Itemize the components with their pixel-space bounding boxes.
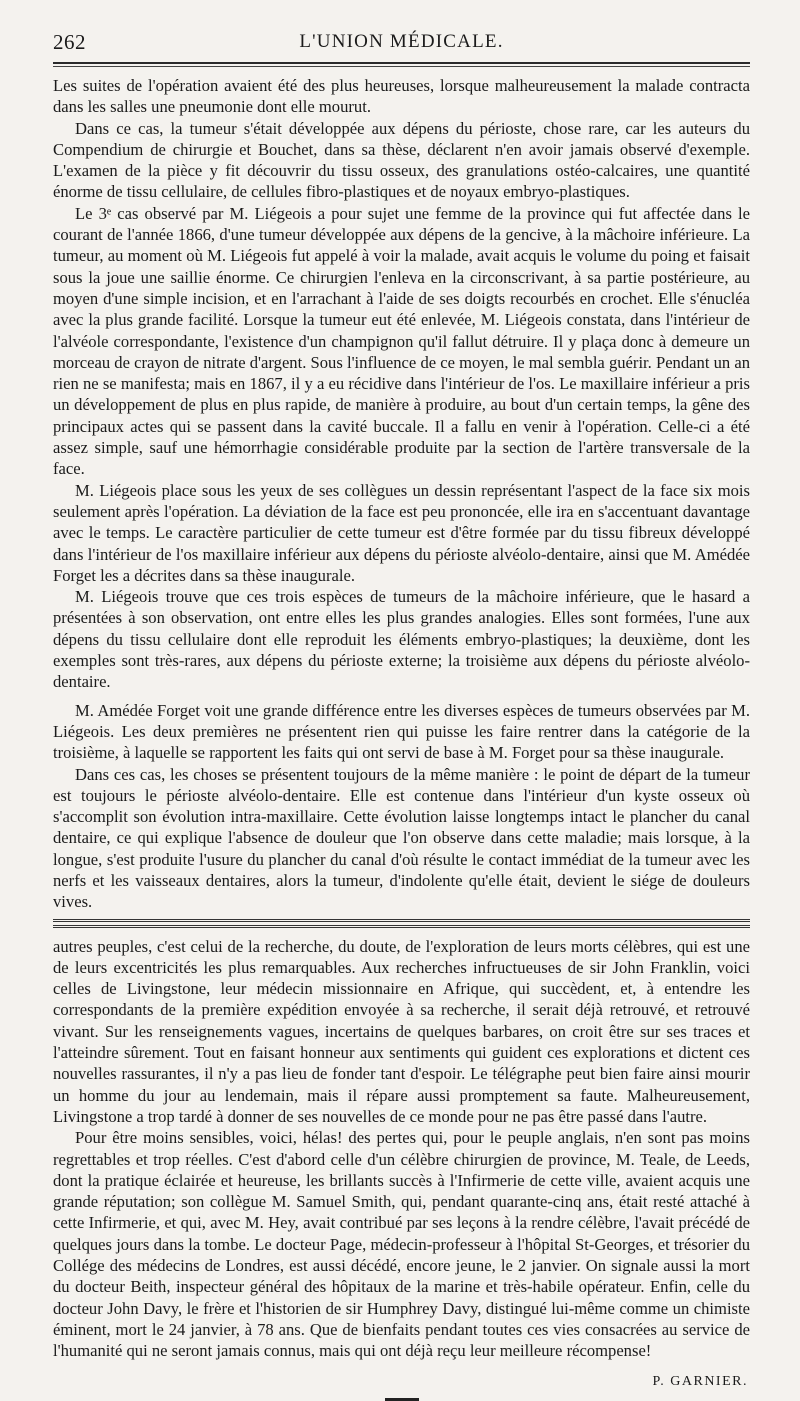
running-title: L'UNION MÉDICALE. bbox=[299, 31, 504, 52]
upper-section bbox=[53, 75, 750, 913]
header-rule bbox=[53, 62, 750, 64]
paragraph: M. Amédée Forget voit une grande différence entre les diverses espèces de tumeurs observées par M. Liégeois. Les deux premières ne présentent rien qui puisse les faire rentrer dans la catégorie de la troisième, à laquelle se rapportent les faits qui ont servi de base à M. Forget pour sa thèse inaugurale. bbox=[53, 700, 750, 763]
paragraph: Dans ces cas, les choses se présentent toujours de la même manière : le point de départ de la tumeur est toujours le périoste alvéolo-dentaire. Elle est contenue dans l'intérieur d'un kyste osseux où s'accomplit son évolution intra-maxillaire. Cette évolution laisse longtemps intact le plancher du canal dentaire, ce qui explique l'absence de douleur que l'on observe dans cette maladie; mais lorsque, à la longue, s'est produite l'usure du plancher du canal d'où résulte le contact immédiat de la tumeur avec les nerfs et les vaisseaux dentaires, alors la tumeur, d'indolente qu'elle était, devient le siége de douleurs vives. bbox=[53, 764, 750, 912]
page-header bbox=[53, 26, 750, 56]
lower-section bbox=[53, 936, 750, 1401]
paragraph: Les suites de l'opération avaient été des plus heureuses, lorsque malheureusement la malade contracta dans les salles une pneumonie dont elle mourut. bbox=[53, 76, 750, 117]
section-divider bbox=[53, 925, 750, 928]
paragraph: Dans ce cas, la tumeur s'était développée aux dépens du périoste, chose rare, car les auteurs du Compendium de chirurgie et Bouchet, dans sa thèse, déclarent n'en avoir jamais observé d'exemple. L'examen de la pièce y fit découvrir du tissu osseux, des granulations ostéo-calcaires, une quantité énorme de tissu cellulaire, de cellules fibro-plastiques et de noyaux embryo-plastiques. bbox=[53, 118, 750, 202]
paragraph: Le 3ᵉ cas observé par M. Liégeois a pour sujet une femme de la province qui fut affectée dans le courant de l'année 1866, d'une tumeur développée aux dépens de la gencive, à la mâchoire inférieure. La tumeur, au moment où M. Liégeois fut appelé à voir la malade, avait acquis le volume du poing et faisait sous la joue une saillie énorme. Ce chirurgien l'enleva en la circonscrivant, à sa partie postérieure, au moyen d'une simple incision, et en l'arrachant à l'aide de ses doigts recourbés en crochet. Elle s'énucléa avec la plus grande facilité. Lorsque la tumeur eut été enlevée, M. Liégeois constata, dans l'intérieur de l'alvéole correspondante, l'existence d'un champignon qu'il fallut détruire. Il y plaça donc à demeure un morceau de crayon de nitrate d'argent. Sous l'influence de ce moyen, le mal sembla guérir. Pendant un an rien ne se manifesta; mais en 1867, il y a eu récidive dans l'intérieur de l'os. Le maxillaire inférieur a pris un développement de plus en plus rapide, de manière à produire, au bout d'un certain temps, la gêne des principaux actes qui se passent dans la cavité buccale. Il a fallu en venir à l'opération. Celle-ci a été assez simple, sauf une hémorrhagie considérable produite par la section de l'artère transversale de la face. bbox=[53, 203, 750, 479]
paragraph: autres peuples, c'est celui de la recherche, du doute, de l'exploration de leurs morts célèbres, qui est une de leurs excentricités les plus remarquables. Aux recherches infructueuses de sir John Franklin, voici celles de Livingstone, leur médecin missionnaire en Afrique, qui succèdent, et, à entendre les correspondants de la première expédition envoyée à sa recherche, il serait déjà retrouvé, et retrouvé vivant. Sur les renseignements vagues, incertains de quelques barbares, on croit être sur ses traces et l'atteindre sûrement. Tout en faisant honneur aux sentiments qui guident ces explorations et dictent ces nouvelles rassurantes, il n'y a pas lieu de fonder tant d'espoir. Le télégraphe peut bien faire ainsi mourir un homme du jour au lendemain, mais il répare aussi promptement sa faute. Malheureusement, Livingstone a trop tardé à donner de ses nouvelles de ce monde pour ne pas être passé dans l'autre. bbox=[53, 936, 750, 1126]
header-rule-thin bbox=[53, 66, 750, 67]
page-number: 262 bbox=[53, 30, 86, 54]
paragraph: Pour être moins sensibles, voici, hélas! des pertes qui, pour le peuple anglais, n'en sont pas moins regrettables et trop réelles. C'est d'abord celle d'un célèbre chirurgien de province, M. Teale, de Leeds, dont la pratique éclairée et heureuse, les brillants succès à l'Infirmerie de cette ville, avaient acquis une grande réputation; son collègue M. Samuel Smith, qui, pendant quarante-cinq ans, était resté attaché à cette Infirmerie, et qui, avec M. Hey, avait contribué par ses leçons à la rendre célèbre, l'avait précédé de quelques jours dans la tombe. Le docteur Page, médecin-professeur à l'hôpital St-Georges, et trésorier du Collége des médecins de Londres, est aussi décédé, encore jeune, le 2 janvier. On signale aussi la mort du docteur Beith, inspecteur général des hôpitaux de la marine et très-habile opérateur. Enfin, celle du docteur John Davy, le frère et l'historien de sir Humphrey Davy, distingué lui-même comme un chimiste éminent, mort le 24 janvier, à 78 ans. Que de bienfaits pendant toutes ces vies consacrées au service de l'humanité qui ne seront jamais connus, mais qui ont déjà reçu leur meilleure récompense! bbox=[53, 1128, 750, 1361]
end-mark bbox=[385, 1398, 419, 1401]
section-divider bbox=[53, 919, 750, 922]
paragraph: M. Liégeois trouve que ces trois espèces de tumeurs de la mâchoire inférieure, que le hasard a présentées à son observation, ont entre elles les plus grandes analogies. Elles sont formées, l'une aux dépens du tissu cellulaire dont elle reproduit les éléments embryo-plastiques; la deuxième, dont les exemples sont très-rares, aux dépens du périoste externe; la troisième aux dépens du périoste alvéolo-dentaire. bbox=[53, 587, 750, 692]
paragraph: M. Liégeois place sous les yeux de ses collègues un dessin représentant l'aspect de la face six mois seulement après l'opération. La déviation de la face est peu prononcée, elle ira en s'accentuant davantage avec le temps. Le caractère particulier de cette tumeur est d'être formée par du tissu fibreux développé dans l'intérieur de l'os maxillaire inférieur aux dépens du périoste alvéolo-dentaire, ainsi que M. Amédée Forget les a décrites dans sa thèse inaugurale. bbox=[53, 480, 750, 585]
author-signature: P. GARNIER. bbox=[652, 1373, 748, 1389]
